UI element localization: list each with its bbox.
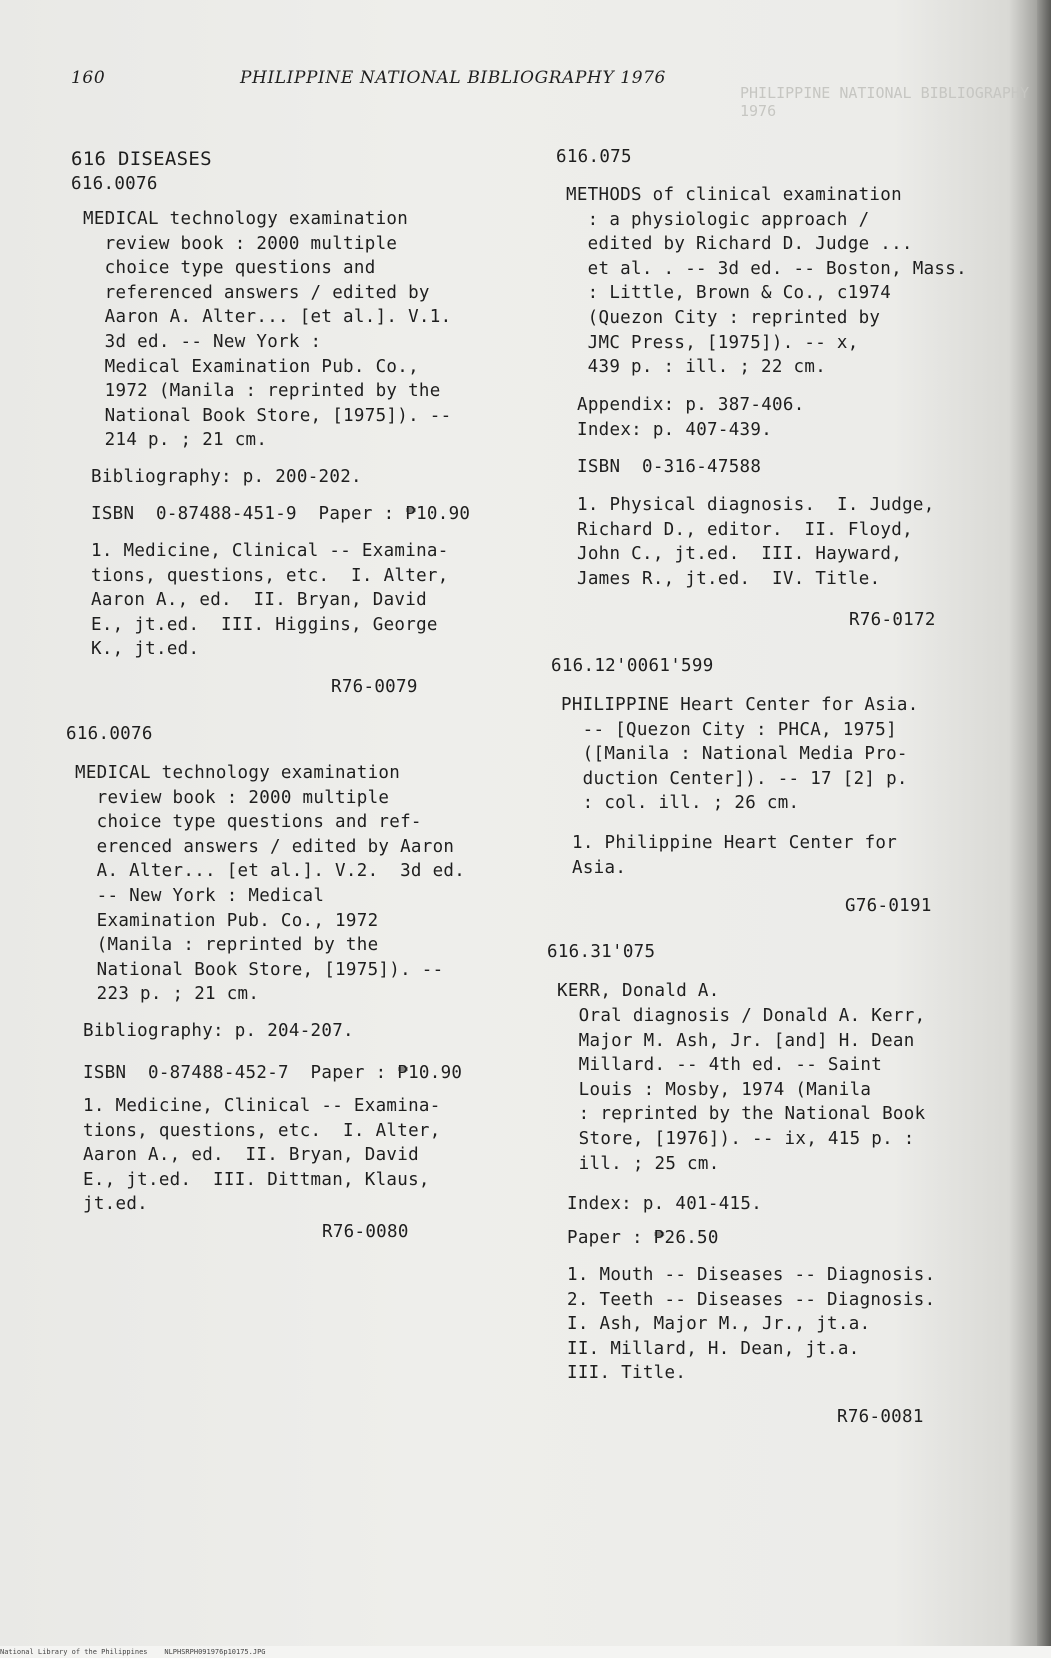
class-number: 616.12'0061'599 [551,656,714,676]
record-number: R76-0172 [849,610,936,630]
entry-description: MEDICAL technology examination review book : 2000 multiple choice type questions and referenced answers / edited by Aaron A. Alter... [et al.]. V.1. 3d ed. -- New York : Medical Examination Pub. Co., 1972 (Manila : reprinted by the National Book Store, [1975]). -- 214 p. ; 21 cm. [83,209,452,451]
entry-price: Paper : ₱26.50 [567,1228,719,1248]
section-heading: 616 DISEASES [71,148,212,170]
record-number: G76-0191 [845,896,932,916]
entry-notes: Appendix: p. 387-406. Index: p. 407-439. [577,395,805,440]
class-number: 616.075 [556,147,632,167]
entry-description: MEDICAL technology examination review book : 2000 multiple choice type questions and ref- erenced answers / edited by Aaron A. Alter... [et al.]. V.2. 3d ed. -- New York : Medical Examination Pub. Co., 1972 (Manila : reprinted by the National Book Store, [1975]). -- 223 p. ; 21 cm. [75,763,466,1005]
entry-bibliography: Bibliography: p. 200-202. [91,467,362,487]
entry-description: PHILIPPINE Heart Center for Asia. -- [Quezon City : PHCA, 1975] ([Manila : National Media Pro- duction Center]). -- 17 [2] p. : col. ill. ; 26 cm. [561,695,919,814]
page-edge-shadow [1037,0,1051,1658]
record-number: R76-0080 [322,1222,409,1242]
record-number: R76-0081 [837,1407,924,1427]
bleed-through-text: PHILIPPINE NATIONAL BIBLIOGRAPHY 1976 [740,84,1029,120]
entry-subjects: 1. Mouth -- Diseases -- Diagnosis. 2. Teeth -- Diseases -- Diagnosis. I. Ash, Major M., Jr., jt.a. II. Millard, H. Dean, jt.a. III. Title. [567,1265,936,1384]
record-number: R76-0079 [331,677,418,697]
entry-subjects: 1. Medicine, Clinical -- Examina- tions, questions, etc. I. Alter, Aaron A., ed. II. Bryan, David E., jt.ed. III. Higgins, George K., jt.ed. [91,541,449,660]
entry-description: Oral diagnosis / Donald A. Kerr, Major M. Ash, Jr. [and] H. Dean Millard. -- 4th ed. -- Saint Louis : Mosby, 1974 (Manila : reprinted by the National Book Store, [1976]). -- ix, 415 p. : ill. ; 25 cm. [578,1006,926,1174]
scan-footer: National Library of the Philippines NLPHSRPH091976p10175.JPG [0,1646,1051,1658]
entry-bibliography: Bibliography: p. 204-207. [83,1021,354,1041]
entry-subjects: 1. Medicine, Clinical -- Examina- tions, questions, etc. I. Alter, Aaron A., ed. II. Bryan, David E., jt.ed. III. Dittman, Klaus, jt.ed. [83,1096,441,1215]
entry-isbn: ISBN 0-316-47588 [577,457,762,477]
class-number: 616.0076 [71,174,158,194]
entry-subjects: 1. Physical diagnosis. I. Judge, Richard D., editor. II. Floyd, John C., jt.ed. III. Hayward, James R., jt.ed. IV. Title. [577,495,935,589]
running-title: PHILIPPINE NATIONAL BIBLIOGRAPHY 1976 [240,68,666,88]
class-number: 616.31'075 [547,942,656,962]
entry-notes: Index: p. 401-415. [567,1194,763,1214]
class-number: 616.0076 [66,724,153,744]
entry-isbn: ISBN 0-87488-451-9 Paper : ₱10.90 [91,504,471,524]
entry-author: KERR, Donald A. [557,981,720,1001]
entry-description: METHODS of clinical examination : a physiologic approach / edited by Richard D. Judge ... et al. . -- 3d ed. -- Boston, Mass. : Little, Brown & Co., c1974 (Quezon City : reprinted by JMC Press, [1975]). -- x, 439 p. : ill. ; 22 cm. [566,185,967,378]
entry-isbn: ISBN 0-87488-452-7 Paper : ₱10.90 [83,1063,463,1083]
entry-subjects: 1. Philippine Heart Center for Asia. [572,833,898,878]
page-number: 160 [71,68,106,88]
